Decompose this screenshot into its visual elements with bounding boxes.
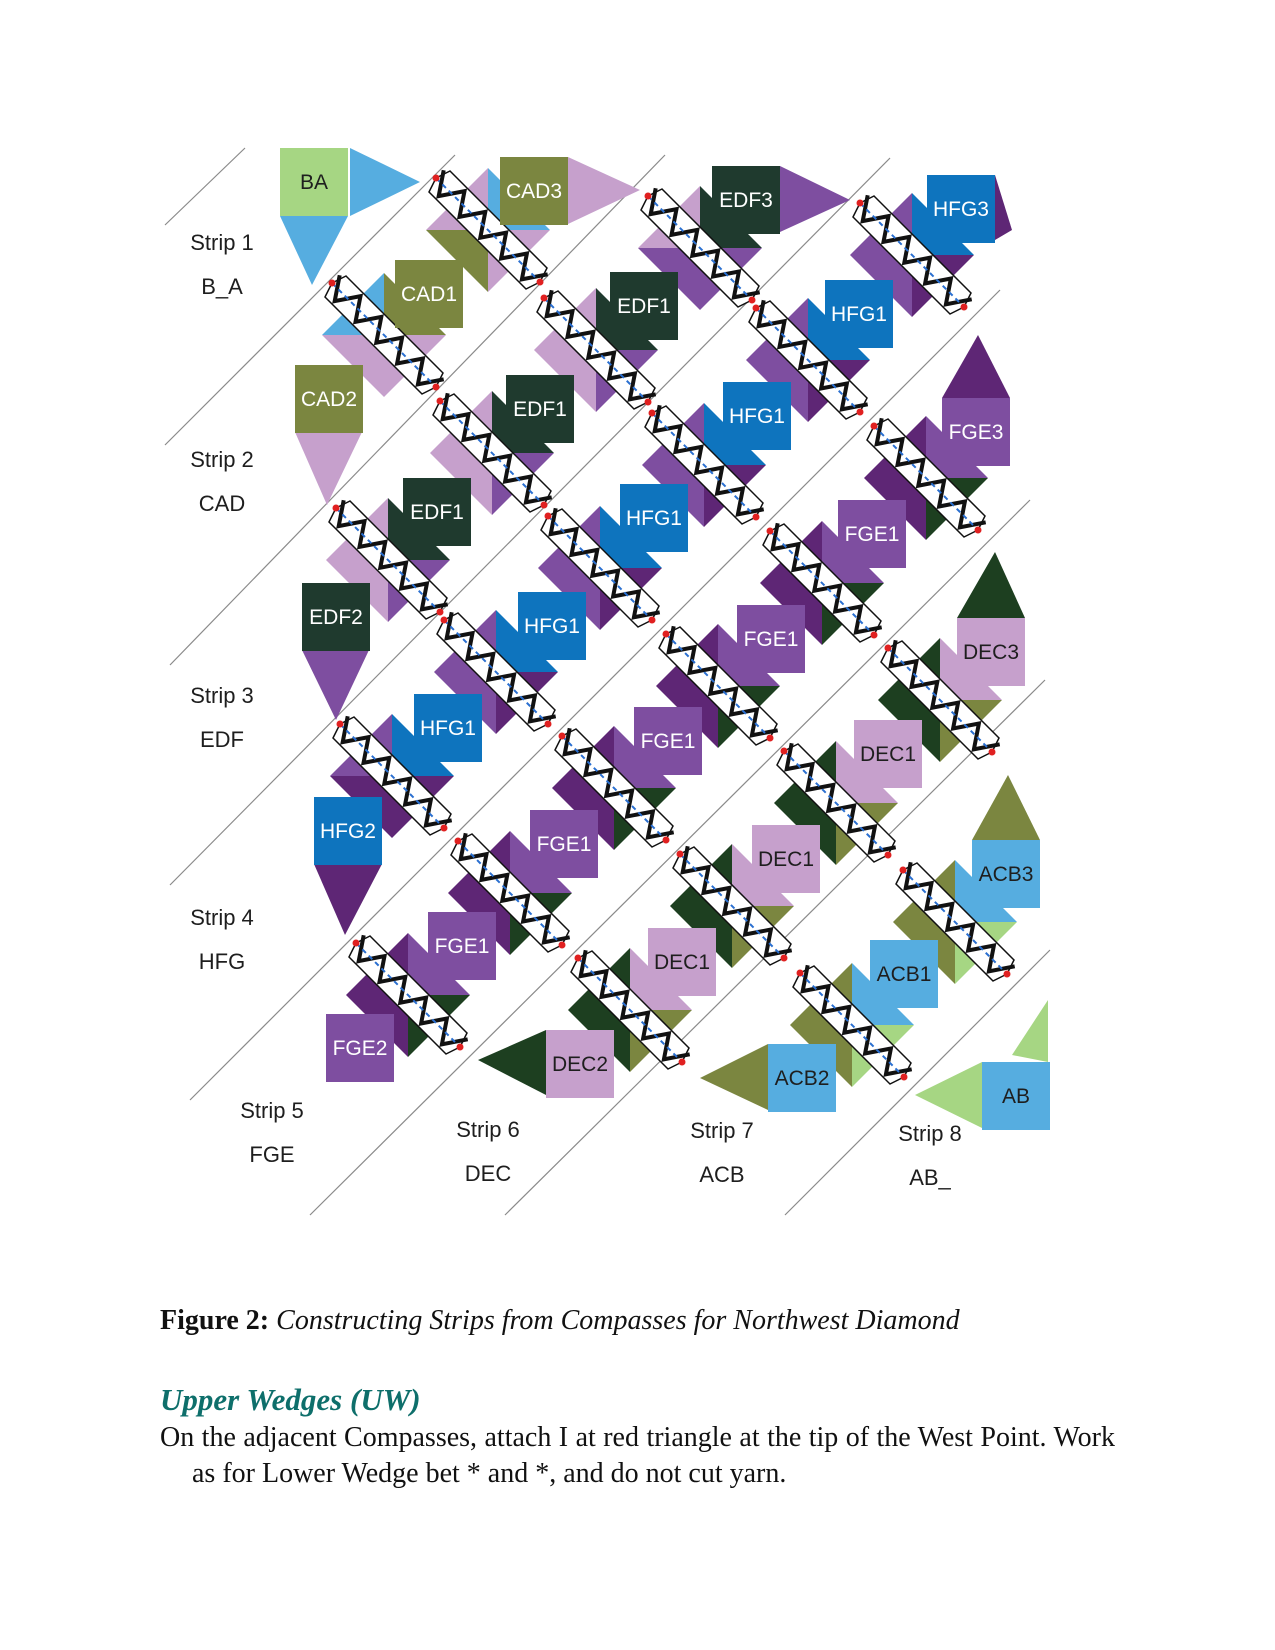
tile-label: FGE1	[536, 833, 592, 856]
tile-label: EDF3	[719, 189, 773, 212]
tile-label: DEC1	[757, 848, 815, 871]
compass-tile	[326, 1014, 394, 1082]
red-triangle-marker	[333, 505, 340, 512]
red-triangle-marker	[961, 304, 968, 311]
strip-code: ACB	[699, 1162, 745, 1187]
red-triangle-marker	[545, 721, 552, 728]
strip-name: Strip 1	[190, 230, 254, 255]
red-triangle-marker	[857, 200, 864, 207]
red-triangle-marker	[781, 748, 788, 755]
tile-label: AB	[1001, 1085, 1031, 1108]
red-triangle-marker	[885, 852, 892, 859]
strip-code: AB_	[909, 1165, 951, 1190]
figure-title: Constructing Strips from Compasses for Northwest Diamond	[276, 1305, 960, 1336]
red-triangle-marker	[433, 175, 440, 182]
red-triangle-marker	[437, 609, 444, 616]
red-triangle-marker	[541, 295, 548, 302]
compass-tile	[737, 605, 805, 673]
red-triangle-marker	[545, 513, 552, 520]
red-triangle-marker	[645, 399, 652, 406]
edge-triangle	[995, 175, 1012, 240]
compass-tile	[648, 928, 716, 996]
red-triangle-marker	[677, 851, 684, 858]
tile-label: HFG1	[830, 303, 888, 326]
tile-label: HFG1	[625, 507, 683, 530]
tile-label: DEC1	[653, 951, 711, 974]
tile-label: FGE1	[743, 628, 799, 651]
edge-triangle	[350, 148, 420, 216]
red-triangle-marker	[575, 955, 582, 962]
edge-triangle	[700, 1044, 768, 1110]
edge-triangle	[302, 650, 369, 720]
red-triangle-marker	[537, 279, 544, 286]
compass-tile	[428, 912, 496, 980]
compass-tile	[870, 940, 938, 1008]
strip-code: B_A	[201, 274, 243, 299]
tile-label: ACB3	[978, 863, 1034, 886]
compass-tile	[854, 720, 922, 788]
tile-label: FGE1	[844, 523, 900, 546]
compass-tile	[395, 260, 463, 328]
red-triangle-marker	[457, 1044, 464, 1051]
red-triangle-marker	[663, 837, 670, 844]
tile-label: ACB2	[774, 1067, 830, 1090]
strip-name: Strip 6	[456, 1117, 520, 1142]
compass-tile	[942, 398, 1010, 466]
tile-label: DEC3	[962, 641, 1020, 664]
edge-triangle	[915, 1062, 982, 1128]
red-triangle-marker	[663, 631, 670, 638]
strip-name: Strip 4	[190, 905, 254, 930]
edge-triangle	[295, 432, 362, 505]
compass-tile	[500, 157, 568, 225]
edge-triangle	[568, 157, 640, 224]
red-triangle-marker	[857, 409, 864, 416]
tile-label: EDF1	[410, 501, 464, 524]
compass-tile	[620, 484, 688, 552]
strip-separator-line	[165, 148, 245, 225]
strip-code: EDF	[200, 727, 244, 752]
compass-tile	[972, 840, 1040, 908]
compass-tile	[957, 618, 1025, 686]
strip-name: Strip 3	[190, 683, 254, 708]
strip-code: CAD	[198, 491, 246, 516]
compass-tile	[302, 583, 370, 651]
strip-code: DEC	[464, 1161, 512, 1186]
strip-name: Strip 8	[898, 1121, 962, 1146]
tile-label: BA	[299, 171, 329, 194]
red-triangle-marker	[649, 410, 656, 417]
compass-tile	[295, 365, 363, 433]
strip-name: Strip 7	[690, 1118, 754, 1143]
red-triangle-marker	[767, 528, 774, 535]
compass-tile	[825, 280, 893, 348]
tile-label: EDF2	[309, 606, 363, 629]
compass-tile	[414, 694, 482, 762]
tile-label: CAD1	[400, 283, 458, 306]
section-heading: Upper Wedges (UW)	[160, 1382, 421, 1417]
red-triangle-marker	[455, 838, 462, 845]
red-triangle-marker	[749, 297, 756, 304]
red-triangle-marker	[797, 970, 804, 977]
edge-triangle	[314, 864, 382, 935]
compass-tile	[314, 797, 382, 865]
tile-label: HFG1	[419, 717, 477, 740]
red-triangle-marker	[437, 398, 444, 405]
red-triangle-marker	[541, 502, 548, 509]
compass-tile	[712, 166, 780, 234]
edge-triangle	[972, 775, 1040, 840]
red-triangle-marker	[871, 423, 878, 430]
compass-tile	[723, 382, 791, 450]
strip-code: HFG	[198, 949, 246, 974]
red-triangle-marker	[1004, 971, 1011, 978]
edge-triangle	[478, 1030, 546, 1095]
strip-code: FGE	[249, 1142, 295, 1167]
red-triangle-marker	[767, 735, 774, 742]
red-triangle-marker	[989, 749, 996, 756]
tile-label: CAD2	[300, 388, 358, 411]
edge-triangle	[780, 166, 850, 232]
red-triangle-marker	[441, 825, 448, 832]
edge-triangle	[942, 335, 1010, 398]
strip-name: Strip 5	[240, 1098, 304, 1123]
tile-label: EDF1	[513, 398, 567, 421]
figure-caption	[160, 1305, 1120, 1337]
tile-label: EDF1	[617, 295, 671, 318]
red-triangle-marker	[753, 305, 760, 312]
red-triangle-marker	[329, 280, 336, 287]
red-triangle-marker	[975, 527, 982, 534]
compass-tile	[280, 148, 348, 216]
tile-label: HFG1	[523, 615, 581, 638]
compass-tile	[403, 478, 471, 546]
tile-label: FGE3	[948, 421, 1004, 444]
compass-tile	[518, 592, 586, 660]
red-triangle-marker	[900, 867, 907, 874]
red-triangle-marker	[781, 955, 788, 962]
compass-tile	[982, 1062, 1050, 1130]
red-triangle-marker	[433, 384, 440, 391]
tile-label: FGE1	[640, 730, 696, 753]
edge-triangle	[280, 216, 348, 285]
compass-tile	[530, 810, 598, 878]
strip-name: Strip 2	[190, 447, 254, 472]
tile-label: FGE2	[332, 1037, 388, 1060]
tile-label: HFG2	[319, 820, 377, 843]
red-triangle-marker	[559, 942, 566, 949]
figure-number: Figure 2:	[160, 1305, 270, 1336]
red-triangle-marker	[901, 1074, 908, 1081]
instruction-paragraph: On the adjacent Compasses, attach I at red triangle at the tip of the West Point. Work as for Lower Wedge bet * and *, and do not cut yarn.	[160, 1422, 1115, 1489]
red-triangle-marker	[441, 617, 448, 624]
tile-label: FGE1	[434, 935, 490, 958]
red-triangle-marker	[559, 733, 566, 740]
tile-label: DEC1	[859, 743, 917, 766]
compass-tile	[610, 272, 678, 340]
compass-tile	[752, 825, 820, 893]
tile-label: HFG3	[932, 198, 990, 221]
red-triangle-marker	[753, 514, 760, 521]
red-triangle-marker	[353, 940, 360, 947]
red-triangle-marker	[645, 193, 652, 200]
compass-tile	[506, 375, 574, 443]
tile-label: DEC2	[551, 1053, 609, 1076]
compass-tile	[634, 707, 702, 775]
red-triangle-marker	[885, 645, 892, 652]
tile-label: HFG1	[728, 405, 786, 428]
edge-triangle	[1012, 1000, 1048, 1062]
red-triangle-marker	[679, 1059, 686, 1066]
tile-label: ACB1	[876, 963, 932, 986]
red-triangle-marker	[649, 617, 656, 624]
compass-tile	[927, 175, 995, 243]
compass-tile	[838, 500, 906, 568]
tile-label: CAD3	[505, 180, 563, 203]
compass-tile	[546, 1030, 614, 1098]
red-triangle-marker	[337, 721, 344, 728]
compass-tile	[768, 1044, 836, 1112]
red-triangle-marker	[871, 632, 878, 639]
